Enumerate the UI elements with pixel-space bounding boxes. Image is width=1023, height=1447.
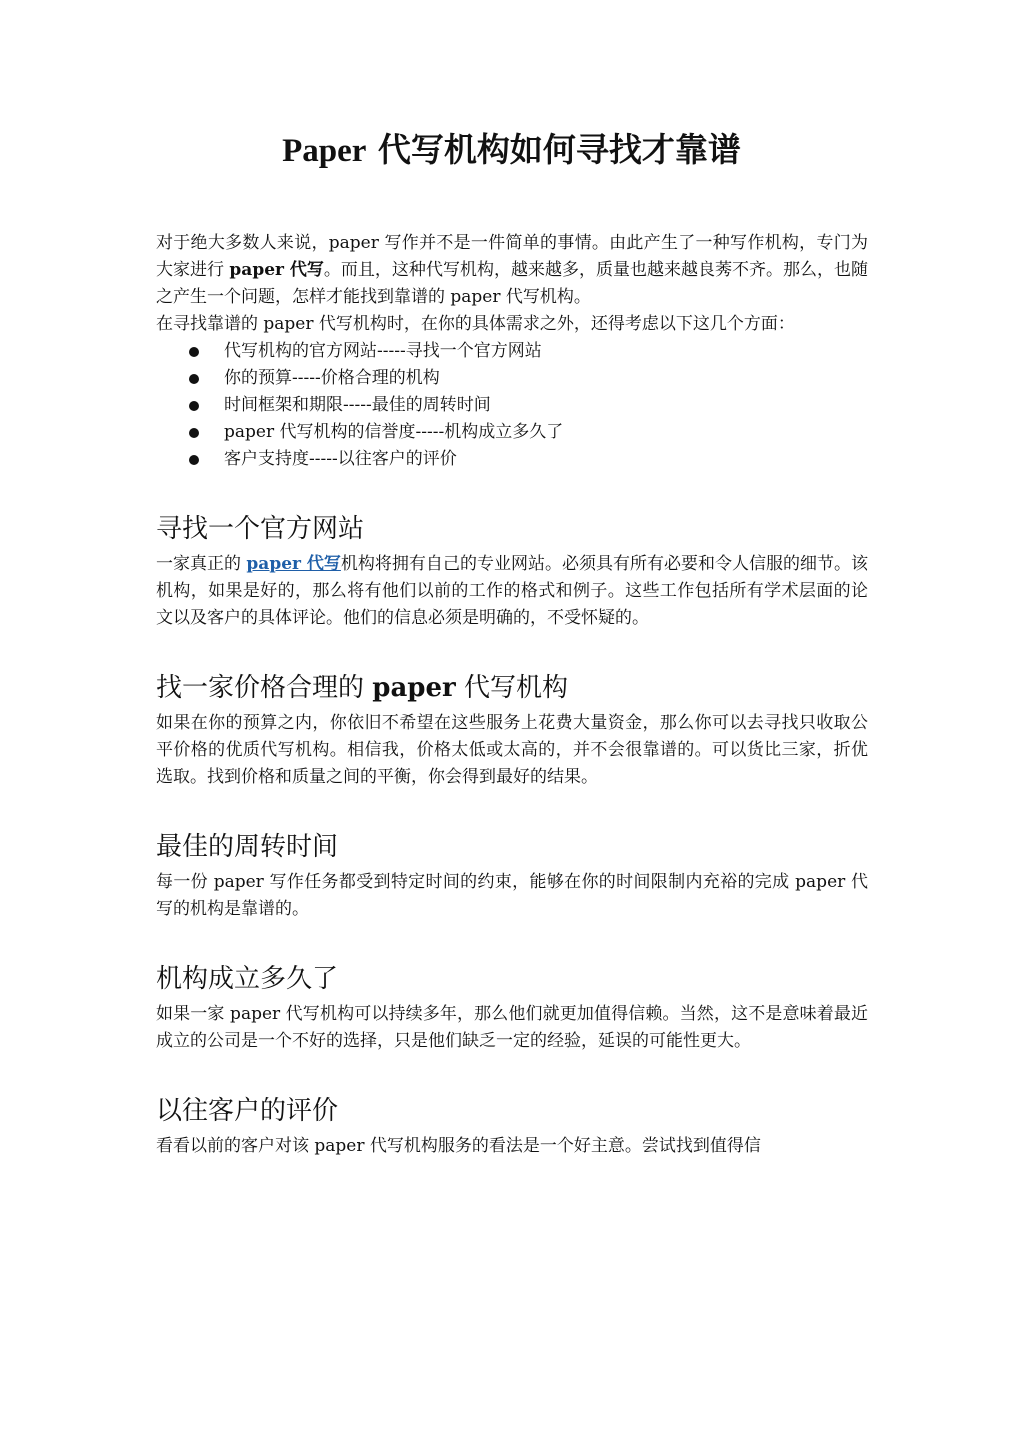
list-item [156, 419, 868, 446]
title-rest: 代写机构如何寻找才靠谱 [366, 130, 741, 169]
intro-paragraph-2: 在寻找靠谱的 paper 代写机构时，在你的具体需求之外，还得考虑以下这几个方面： [156, 314, 795, 334]
section-body-official-site [156, 551, 868, 632]
section-heading-established: 机构成立多久了 [156, 964, 339, 994]
heading-bold-term: paper [372, 673, 456, 703]
section-body-reasonable-price: 如果在你的预算之内，你依旧不希望在这些服务上花费大量资金，那么你可以去寻找只收取公平价格的优质代写机构。相信我，价格太低或太高的，并不会很靠谱的。可以货比三家，折优选取。找到价格和质量之间的平衡，你会得到最好的结果。 [156, 713, 868, 787]
intro-paragraph-1 [156, 230, 868, 311]
list-item-text: 时间框架和期限-----最佳的周转时间 [224, 395, 491, 415]
bullet-dot-icon [189, 347, 199, 357]
intro-text-a: 对于绝大多数人来说，paper 写作并不是一件简单的事情。由此产生了一种写作机构，专门为大家进行 [156, 233, 868, 280]
intro-bold-term: paper 代写 [229, 260, 324, 280]
section-heading-turnaround: 最佳的周转时间 [156, 832, 339, 862]
bullet-dot-icon [189, 374, 199, 384]
heading-text-b: 代写机构 [455, 673, 568, 703]
section-body-turnaround: 每一份 paper 写作任务都受到特定时间的约束，能够在你的时间限制内充裕的完成 paper 代写的机构是靠谱的。 [156, 872, 868, 919]
list-item-text: 客户支持度-----以往客户的评价 [224, 449, 457, 469]
list-item-text: 你的预算-----价格合理的机构 [224, 368, 440, 388]
document-title [0, 128, 1023, 173]
document-body [156, 230, 868, 1160]
intro-text-b: 。而且，这种代写机构，越来越多，质量也越来越良莠不齐。那么，也随之产生一个问题，怎样才能找到靠谱的 paper 代写机构。 [156, 260, 869, 307]
list-item [156, 446, 868, 473]
list-item [156, 338, 868, 365]
section-text-a: 一家真正的 [156, 554, 247, 574]
title-latin: Paper [282, 133, 367, 169]
section-heading-reasonable-price [156, 670, 868, 706]
section-body-established: 如果一家 paper 代写机构可以持续多年，那么他们就更加值得信赖。当然，这不是意味着最近成立的公司是一个不好的选择，只是他们缺乏一定的经验，延误的可能性更大。 [156, 1004, 868, 1051]
list-item [156, 392, 868, 419]
bullet-dot-icon [189, 401, 199, 411]
heading-text-a: 找一家价格合理的 [156, 673, 373, 703]
list-item [156, 365, 868, 392]
list-item-text: 代写机构的官方网站-----寻找一个官方网站 [224, 341, 542, 361]
section-text-b: 机构将拥有自己的专业网站。必须具有所有必要和令人信服的细节。该机构，如果是好的，那么将有他们以前的工作的格式和例子。这些工作包括所有学术层面的论文以及客户的具体评论。他们的信息必须是明确的，不受怀疑的。 [156, 554, 869, 628]
section-heading-official-site: 寻找一个官方网站 [156, 514, 365, 544]
section-heading-reviews: 以往客户的评价 [156, 1096, 339, 1126]
list-item-text: paper 代写机构的信誉度-----机构成立多久了 [224, 422, 564, 442]
section-body-reviews: 看看以前的客户对该 paper 代写机构服务的看法是一个好主意。尝试找到值得信 [156, 1136, 761, 1156]
bullet-dot-icon [189, 455, 199, 465]
paper-writing-link[interactable]: paper 代写 [246, 554, 341, 574]
bullet-dot-icon [189, 428, 199, 438]
considerations-list [156, 338, 868, 473]
